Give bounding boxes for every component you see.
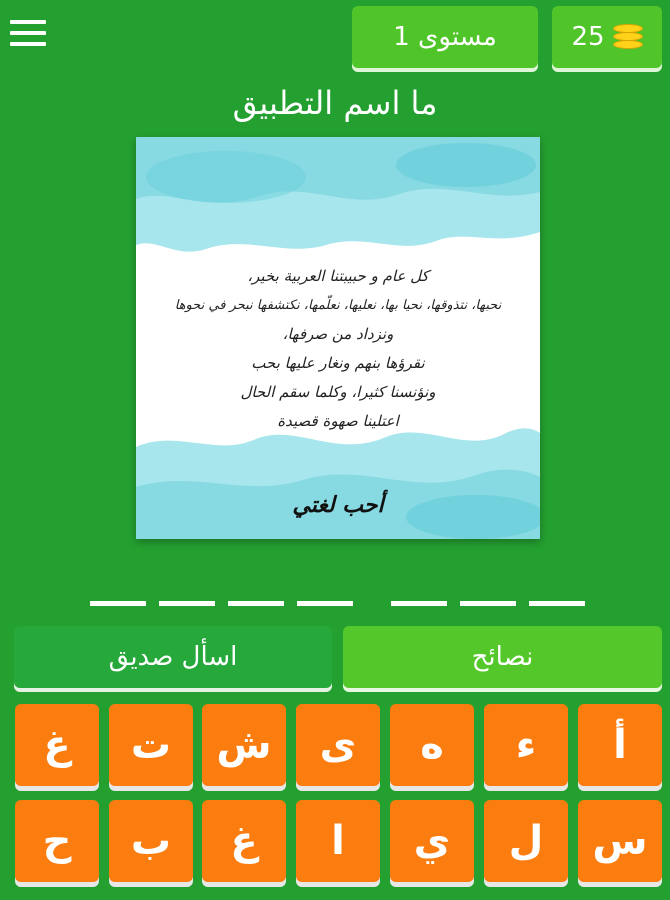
- level-indicator: [352, 6, 538, 68]
- letter-key[interactable]: س: [578, 800, 662, 882]
- ask-friend-button[interactable]: [14, 626, 332, 688]
- letter-key[interactable]: أ: [578, 704, 662, 786]
- coins-count: 25: [571, 22, 605, 52]
- letter-key[interactable]: ي: [390, 800, 474, 882]
- ask-friend-label: اسأل صديق: [108, 642, 238, 672]
- letter-key[interactable]: ت: [109, 704, 193, 786]
- letter-key[interactable]: غ: [15, 704, 99, 786]
- letter-key[interactable]: ب: [109, 800, 193, 882]
- letter-key[interactable]: ح: [15, 800, 99, 882]
- answer-slots: [0, 601, 670, 611]
- poem-text: [156, 262, 520, 436]
- hints-button[interactable]: [343, 626, 662, 688]
- letter-key[interactable]: غ: [202, 800, 286, 882]
- poem-line: ونؤنسنا كثيرا، وكلما سقم الحال: [240, 383, 436, 401]
- letter-key[interactable]: ء: [484, 704, 568, 786]
- letter-key[interactable]: ل: [484, 800, 568, 882]
- letter-key[interactable]: ش: [202, 704, 286, 786]
- answer-slot[interactable]: [90, 601, 146, 606]
- letter-key[interactable]: ه: [390, 704, 474, 786]
- poem-line: اعتلينا صهوة قصيدة: [277, 412, 399, 430]
- answer-slot[interactable]: [228, 601, 284, 606]
- poem-line: كل عام و حبيبتنا العربية بخير،: [247, 267, 429, 285]
- poem-line: نحبها، نتذوقها، نحيا بها، نعليها، نعلّمها، نكتشفها نبحر في نحوها: [174, 298, 502, 313]
- answer-slot[interactable]: [391, 601, 447, 606]
- answer-slot[interactable]: [159, 601, 215, 606]
- hints-label: نصائح: [471, 642, 534, 672]
- puzzle-image: [136, 137, 540, 539]
- answer-slot[interactable]: [297, 601, 353, 606]
- letter-key[interactable]: ى: [296, 704, 380, 786]
- level-label: مستوى 1: [393, 22, 497, 52]
- coins-icon: [613, 24, 643, 50]
- coins-counter[interactable]: [552, 6, 662, 68]
- answer-slot[interactable]: [460, 601, 516, 606]
- menu-icon[interactable]: [10, 20, 46, 50]
- signature: أحب لغتي: [292, 492, 384, 518]
- poem-line: نقرؤها بنهم ونغار عليها بحب: [251, 354, 425, 372]
- question-title: ما اسم التطبيق: [232, 84, 438, 122]
- poem-line: ونزداد من صرفها،: [282, 325, 394, 343]
- answer-slot[interactable]: [529, 601, 585, 606]
- letter-key[interactable]: ا: [296, 800, 380, 882]
